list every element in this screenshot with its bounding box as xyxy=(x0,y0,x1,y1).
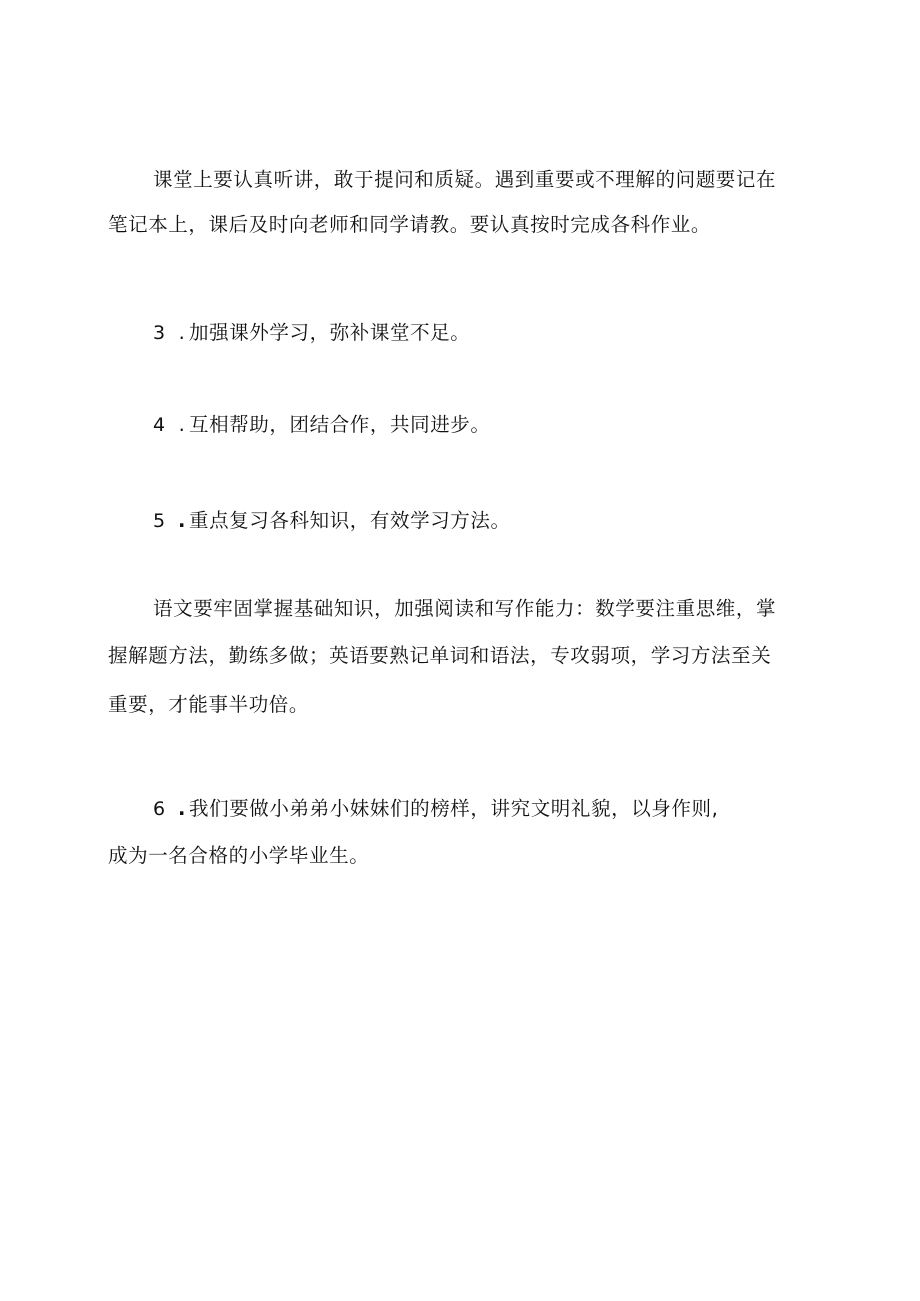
item-number: 5 xyxy=(153,510,166,532)
item-number: 3 xyxy=(153,322,166,344)
item-separator: . xyxy=(178,413,186,436)
list-item-3 xyxy=(153,311,470,355)
item-text: 互相帮助，团结合作，共同进步。 xyxy=(189,413,491,436)
paragraph-line: 课堂上要认真听讲，敢于提问和质疑。遇到重要或不理解的问题要记在 xyxy=(153,168,777,191)
list-item-6 xyxy=(153,787,718,831)
item-separator: . xyxy=(178,321,186,344)
paragraph-line: 笔记本上，课后及时向老师和同学请教。要认真按时完成各科作业。 xyxy=(108,213,712,236)
list-item-4 xyxy=(153,403,491,447)
item-continuation: 成为一名合格的小学毕业生。 xyxy=(108,844,370,867)
item-text: 我们要做小弟弟小妹妹们的榜样，讲究文明礼貌，以身作则, xyxy=(189,797,719,820)
item-text: 加强课外学习，弥补课堂不足。 xyxy=(189,321,471,344)
item-number: 4 xyxy=(153,414,166,436)
paragraph-line: 语文要牢固掌握基础知识，加强阅读和写作能力：数学要注重思维，掌 xyxy=(153,597,777,620)
list-item-5 xyxy=(153,499,511,543)
item-separator: . xyxy=(177,797,186,820)
paragraph-line: 重要，才能事半功倍。 xyxy=(108,693,310,716)
paragraph-line: 握解题方法，勤练多做；英语要熟记单词和语法，专攻弱项，学习方法至关 xyxy=(108,644,772,667)
item-number: 6 xyxy=(153,798,166,820)
item-separator: . xyxy=(177,509,186,532)
item-text: 重点复习各科知识，有效学习方法。 xyxy=(189,509,511,532)
